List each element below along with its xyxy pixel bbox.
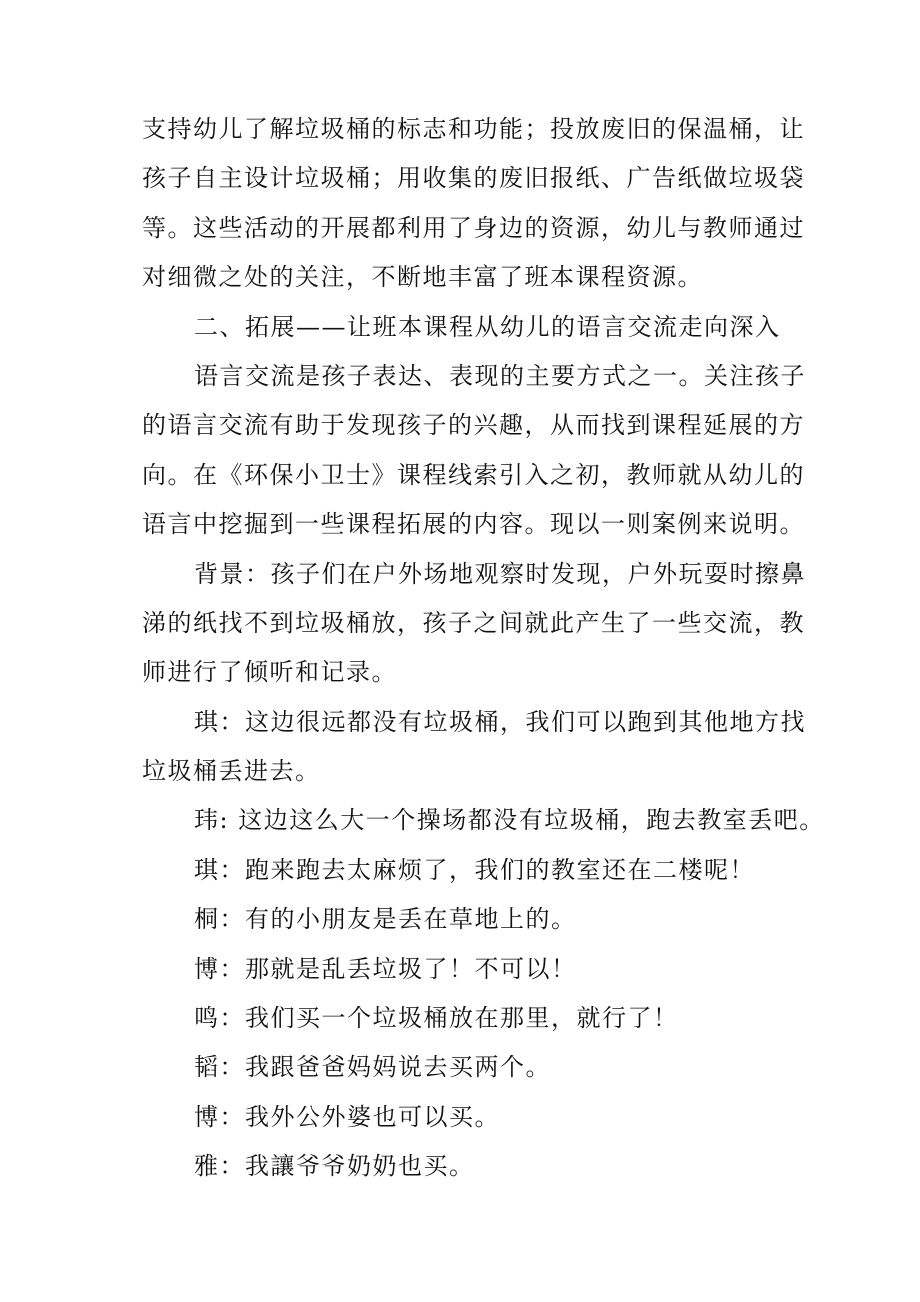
dialogue-line: 雅：我讓爷爷奶奶也买。 bbox=[194, 1152, 475, 1181]
text-line: 涕的纸找不到垃圾桶放，孩子之间就此产生了一些交流，教 bbox=[142, 608, 805, 637]
text-line: 语言交流是孩子表达、表现的主要方式之一。关注孩子 bbox=[194, 361, 806, 390]
text-line: 语言中挖掘到一些课程拓展的内容。现以一则案例来说明。 bbox=[142, 510, 805, 539]
dialogue-line: 琪：这边很远都没有垃圾桶，我们可以跑到其他地方找 bbox=[194, 707, 806, 736]
text-line: 对细微之处的关注，不断地丰富了班本课程资源。 bbox=[142, 263, 703, 292]
dialogue-line: 博：我外公外婆也可以买。 bbox=[194, 1102, 500, 1131]
document-body bbox=[142, 105, 825, 1192]
text-line: 师进行了倾听和记录。 bbox=[142, 658, 397, 687]
dialogue-line: 玮: 这边这么大一个操场都没有垃圾桶，跑去教室丢吧。 bbox=[194, 806, 825, 835]
text-line: 向。在《环保小卫士》课程线索引入之初，教师就从幼儿的 bbox=[142, 460, 805, 489]
dialogue-line: 博：那就是乱丢垃圾了！不可以！ bbox=[194, 954, 577, 983]
dialogue-line: 韬：我跟爸爸妈妈说去买两个。 bbox=[194, 1053, 551, 1082]
text-line: 孩子自主设计垃圾桶；用收集的废旧报纸、广告纸做垃圾袋 bbox=[142, 164, 805, 193]
section-heading: 二、拓展——让班本课程从幼儿的语言交流走向深入 bbox=[194, 312, 781, 341]
text-line: 等。这些活动的开展都利用了身边的资源，幼儿与教师通过 bbox=[142, 213, 805, 242]
text-line: 支持幼儿了解垃圾桶的标志和功能；投放废旧的保温桶，让 bbox=[142, 115, 805, 143]
dialogue-line: 琪：跑来跑去太麻烦了，我们的教室还在二楼呢！ bbox=[194, 855, 755, 884]
dialogue-line: 鸣：我们买一个垃圾桶放在那里，就行了！ bbox=[194, 1004, 679, 1033]
dialogue-line: 桐：有的小朋友是丢在草地上的。 bbox=[194, 905, 577, 934]
text-line: 的语言交流有助于发现孩子的兴趣，从而找到课程延展的方 bbox=[142, 411, 805, 440]
text-line: 背景：孩子们在户外场地观察时发现，户外玩耍时擦鼻 bbox=[194, 559, 806, 588]
dialogue-line: 垃圾桶丢进去。 bbox=[142, 757, 321, 786]
